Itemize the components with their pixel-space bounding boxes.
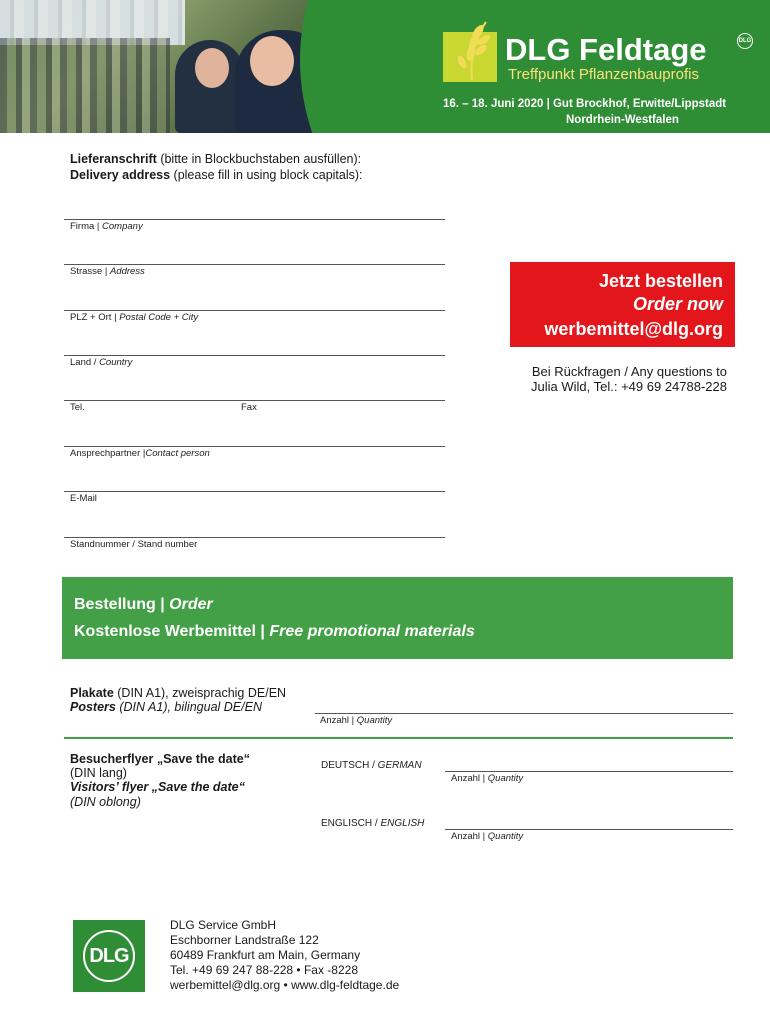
order-now-box [510,262,735,347]
delivery-heading-de-bold: Lieferanschrift [70,152,157,166]
street-label-en: Address [109,266,145,277]
delivery-heading-en [70,167,363,183]
contact-label-en: Contact person [145,448,210,459]
fax-label: Fax [241,402,257,413]
delivery-heading-de [70,151,361,167]
flyer-de-title: Besucherflyer „Save the date“ [70,752,250,766]
posters-en-rest: (DIN A1), bilingual DE/EN [115,700,262,714]
country-label-en: Country [99,357,133,368]
posters-quantity-field[interactable] [315,713,733,714]
country-label [70,357,132,368]
company-field[interactable] [64,219,445,220]
english-label-en: ENGLISH [380,818,425,829]
order-bar-title-en: Order [169,596,213,613]
street-label [70,266,145,277]
delivery-heading-de-rest: (bitte in Blockbuchstaben ausfüllen): [156,152,362,166]
english-qty-de: Anzahl | [451,831,488,842]
postal-city-label [70,312,198,323]
section-divider [64,737,733,739]
street-label-de: Strasse | [70,266,110,277]
posters-qty-en: Quantity [356,715,393,726]
logo-badge: DLG [737,33,753,49]
order-bar-subtitle-en: Free promotional materials [269,623,475,640]
posters-en [70,700,262,715]
delivery-heading-en-rest: (please fill in using block capitals): [170,168,363,182]
company-label-de: Firma | [70,221,103,232]
order-email-link[interactable]: werbemittel@dlg.org [544,319,723,339]
wheat-icon [448,18,492,82]
english-label-de: ENGLISCH / [321,818,381,829]
german-qty-de: Anzahl | [451,773,488,784]
german-quantity-field[interactable] [445,771,733,772]
dlg-logo-text: DLG [89,945,129,967]
stand-number-label: Standnummer / Stand number [70,539,198,550]
flyer-en-format: (DIN oblong) [70,795,141,809]
tel-label: Tel. [70,402,85,413]
questions-line-2: Julia Wild, Tel.: +49 69 24788-228 [531,379,727,394]
crowd-background [0,38,170,133]
posters-en-bold: Posters [70,700,116,714]
order-now-en: Order now [632,294,723,314]
country-field[interactable] [64,355,445,356]
footer-street: Eschborner Landstraße 122 [170,933,319,947]
order-bar-title-de: Bestellung | [74,596,170,613]
order-bar-subtitle [74,621,475,643]
postal-label-de: PLZ + Ort | [70,312,120,323]
dlg-logo [73,920,145,992]
event-region: Nordrhein-Westfalen [566,114,679,126]
header-banner [0,0,770,133]
posters-de-bold: Plakate [70,686,114,700]
english-quantity-label [451,831,523,842]
country-label-de: Land / [70,357,100,368]
contact-person-label [70,448,210,459]
english-qty-en: Quantity [487,831,524,842]
logo-subtitle: Treffpunkt Pflanzenbauprofis [508,66,699,83]
delivery-heading-en-bold: Delivery address [70,168,171,182]
posters-de [70,686,286,701]
german-quantity-label [451,773,523,784]
order-section-bar [62,577,733,659]
footer-city: 60489 Frankfurt am Main, Germany [170,948,361,962]
stand-number-field[interactable] [64,537,445,538]
postal-city-field[interactable] [64,310,445,311]
english-quantity-field[interactable] [445,829,733,830]
questions-line-1: Bei Rückfragen / Any questions to [531,364,727,379]
email-field[interactable] [64,491,445,492]
footer-phone: Tel. +49 69 247 88-228 • Fax -8228 [170,963,358,977]
posters-quantity-label [320,715,392,726]
postal-label-en: Postal Code + City [119,312,199,323]
flyer-de-format: (DIN lang) [70,766,127,780]
order-bar-subtitle-de: Kostenlose Werbemittel | [74,623,270,640]
posters-de-rest: (DIN A1), zweisprachig DE/EN [113,686,287,700]
order-bar-title [74,594,213,616]
street-field[interactable] [64,264,445,265]
german-label [321,760,422,772]
logo-title: DLG Feldtage [505,32,707,67]
email-label: E-Mail [70,493,97,504]
flyer-en-title: Visitors’ flyer „Save the date“ [70,780,245,794]
german-label-en: GERMAN [377,760,422,771]
footer-company: DLG Service GmbH [170,918,277,932]
posters-qty-de: Anzahl | [320,715,357,726]
person-right-face [250,36,294,86]
contact-person-field[interactable] [64,446,445,447]
contact-label-de: Ansprechpartner | [70,448,146,459]
footer-web[interactable]: werbemittel@dlg.org • www.dlg-feldtage.de [170,978,400,992]
german-qty-en: Quantity [487,773,524,784]
company-label [70,221,143,232]
company-label-en: Company [102,221,143,232]
tel-fax-field[interactable] [64,400,445,401]
person-left-face [195,48,229,88]
event-date: 16. – 18. Juni 2020 | Gut Brockhof, Erwitte/Lippstadt [443,98,727,110]
german-label-de: DEUTSCH / [321,760,378,771]
order-now-de: Jetzt bestellen [598,271,723,291]
english-label [321,818,424,830]
